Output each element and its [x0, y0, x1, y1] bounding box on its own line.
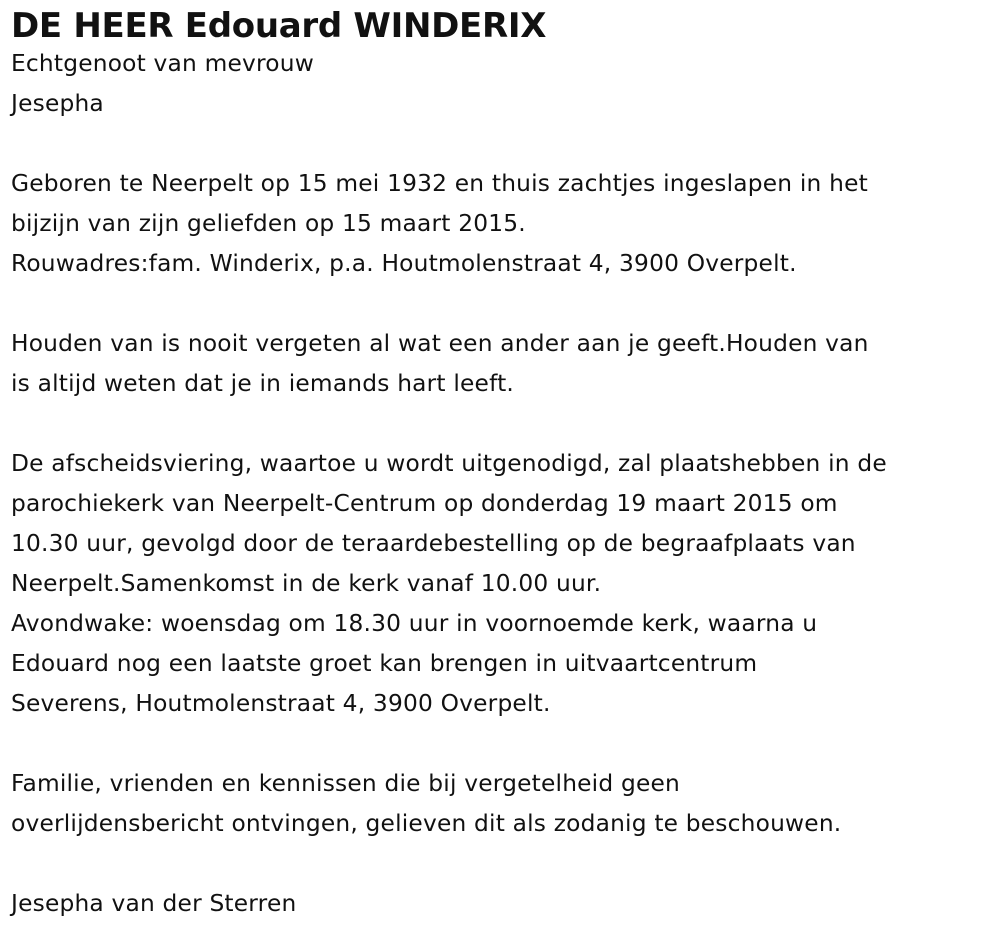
- text-line: 10.30 uur, gevolgd door de teraardebestelling op de begraafplaats van: [11, 530, 856, 557]
- obituary-notice: [11, 4, 991, 924]
- mourning-address: Rouwadres:fam. Winderix, p.a. Houtmolenstraat 4, 3900 Overpelt.: [11, 250, 797, 277]
- text-line: Familie, vrienden en kennissen die bij vergetelheid geen: [11, 770, 680, 797]
- signature-paragraph: [11, 884, 991, 924]
- text-line: Edouard nog een laatste groet kan brengen in uitvaartcentrum: [11, 650, 758, 677]
- text-line: Echtgenoot van mevrouw: [11, 50, 314, 77]
- text-line: parochiekerk van Neerpelt-Centrum op donderdag 19 maart 2015 om: [11, 490, 838, 517]
- text-line: Geboren te Neerpelt op 15 mei 1932 en thuis zachtjes ingeslapen in het: [11, 170, 868, 197]
- ceremony-paragraph: [11, 444, 991, 724]
- text-line: bijzijn van zijn geliefden op 15 maart 2015.: [11, 210, 526, 237]
- text-line: Severens, Houtmolenstraat 4, 3900 Overpelt.: [11, 690, 551, 717]
- text-line: Houden van is nooit vergeten al wat een ander aan je geeft.Houden van: [11, 330, 869, 357]
- notice-title: DE HEER Edouard WINDERIX: [11, 6, 547, 46]
- text-line: is altijd weten dat je in iemands hart leeft.: [11, 370, 515, 397]
- text-line: overlijdensbericht ontvingen, gelieven dit als zodanig te beschouwen.: [11, 810, 842, 837]
- birth-death-paragraph: [11, 164, 991, 284]
- text-line: Jesepha: [11, 90, 104, 117]
- spouse-paragraph: [11, 44, 991, 124]
- notice-paragraph: [11, 764, 991, 844]
- text-line: Neerpelt.Samenkomst in de kerk vanaf 10.00 uur.: [11, 570, 602, 597]
- text-line: Avondwake: woensdag om 18.30 uur in voornoemde kerk, waarna u: [11, 610, 818, 637]
- signatory-name: Jesepha van der Sterren: [11, 890, 297, 917]
- text-line: De afscheidsviering, waartoe u wordt uitgenodigd, zal plaatshebben in de: [11, 450, 887, 477]
- quote-paragraph: [11, 324, 991, 404]
